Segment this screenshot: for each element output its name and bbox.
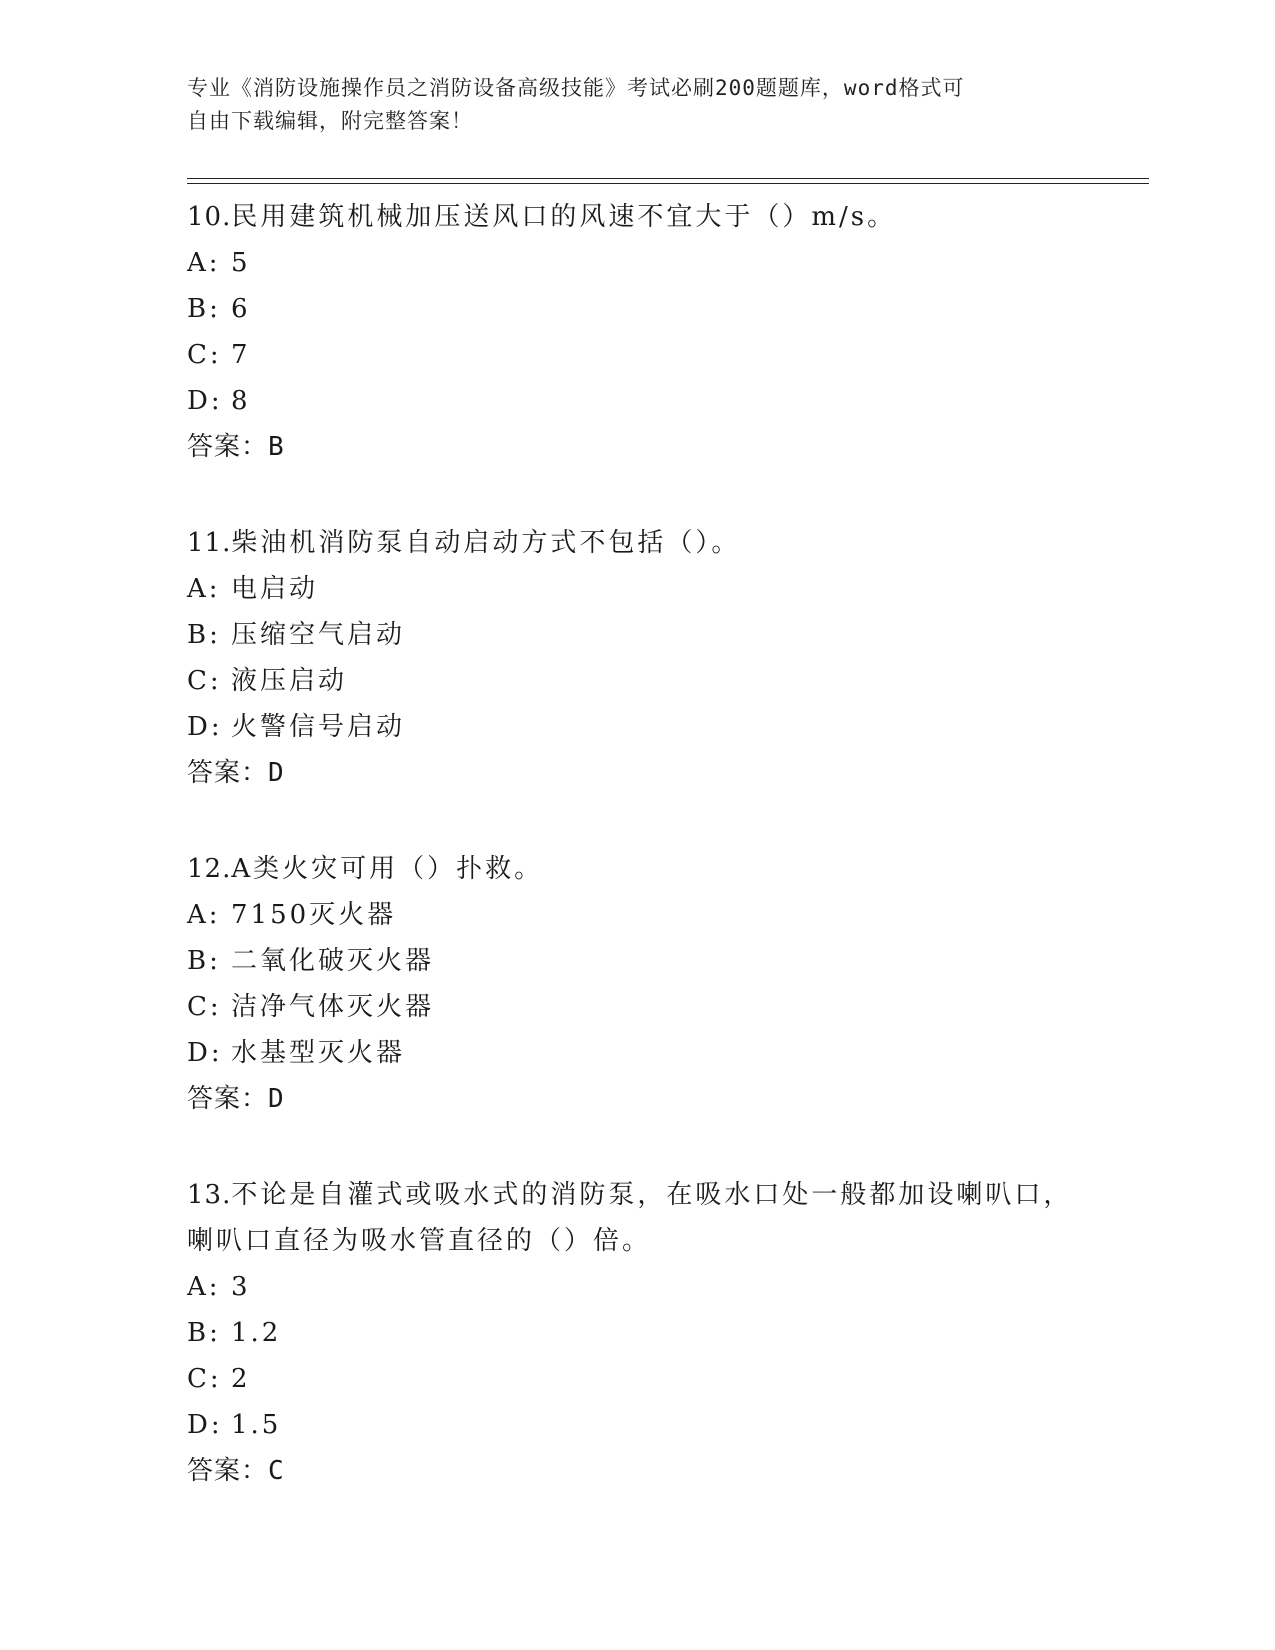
option-text: 5 (231, 248, 251, 278)
option-key: A: (187, 574, 221, 604)
option-text: 1.5 (231, 1410, 282, 1440)
option-key: B: (187, 620, 221, 650)
option-b (187, 1310, 1149, 1356)
question-text (187, 190, 1149, 240)
option-a (187, 892, 1149, 938)
header-divider-top (187, 178, 1149, 179)
answer (187, 424, 1149, 470)
option-key: A: (187, 1272, 221, 1302)
option-c (187, 658, 1149, 704)
option-key: B: (187, 294, 221, 324)
option-key: A: (187, 900, 221, 930)
option-key: B: (187, 946, 221, 976)
answer-label: 答案： (187, 432, 269, 462)
option-key: D: (187, 1410, 223, 1440)
option-c (187, 332, 1149, 378)
question-number: 10. (187, 202, 232, 232)
answer-value: B (268, 432, 285, 462)
answer-value: C (268, 1456, 285, 1486)
question-text (187, 1168, 1149, 1218)
question-stem: 不论是自灌式或吸水式的消防泵，在吸水口处一般都加设喇叭口， (231, 1180, 1073, 1210)
question-11 (187, 516, 1149, 796)
option-key: A: (187, 248, 221, 278)
option-text: 6 (231, 294, 251, 324)
question-number: 11. (187, 528, 232, 558)
option-key: B: (187, 1318, 221, 1348)
option-key: C: (187, 666, 222, 696)
question-text (187, 516, 1149, 566)
question-text-continued: 喇叭口直径为吸水管直径的（）倍。 (187, 1226, 652, 1256)
answer-value: D (268, 758, 285, 788)
option-c (187, 984, 1149, 1030)
question-13 (187, 1168, 1149, 1494)
question-stem: 民用建筑机械加压送风口的风速不宜大于（）m/s。 (231, 202, 897, 232)
answer-label: 答案： (187, 758, 269, 788)
option-key: D: (187, 1038, 223, 1068)
option-text: 7150灭火器 (231, 900, 397, 930)
option-key: D: (187, 386, 223, 416)
answer (187, 1448, 1149, 1494)
header-line-2: 自由下载编辑，附完整答案！ (187, 109, 473, 133)
option-text: 2 (231, 1364, 251, 1394)
option-d (187, 1030, 1149, 1076)
option-key: D: (187, 712, 223, 742)
answer-value: D (268, 1084, 285, 1114)
question-stem: A类火灾可用（）扑救。 (231, 854, 544, 884)
option-a (187, 1264, 1149, 1310)
question-list (187, 190, 1149, 1540)
option-text: 二氧化破灭火器 (231, 946, 435, 976)
option-text: 1.2 (231, 1318, 282, 1348)
header-line-1: 专业《消防设施操作员之消防设备高级技能》考试必刷200题题库，word格式可 (187, 76, 965, 100)
option-a (187, 240, 1149, 286)
option-b (187, 286, 1149, 332)
document-header (187, 72, 1067, 138)
question-10 (187, 190, 1149, 470)
option-text: 7 (231, 340, 251, 370)
answer-label: 答案： (187, 1084, 269, 1114)
option-b (187, 938, 1149, 984)
option-b (187, 612, 1149, 658)
option-d (187, 704, 1149, 750)
question-12 (187, 842, 1149, 1122)
option-a (187, 566, 1149, 612)
option-d (187, 378, 1149, 424)
option-d (187, 1402, 1149, 1448)
header-divider-bottom (187, 183, 1149, 184)
question-number: 13. (187, 1180, 232, 1210)
option-text: 8 (231, 386, 251, 416)
option-text: 洁净气体灭火器 (231, 992, 435, 1022)
option-text: 电启动 (231, 574, 319, 604)
answer (187, 1076, 1149, 1122)
option-text: 压缩空气启动 (231, 620, 406, 650)
option-text: 火警信号启动 (231, 712, 406, 742)
option-text: 水基型灭火器 (231, 1038, 406, 1068)
answer-label: 答案： (187, 1456, 269, 1486)
option-text: 3 (231, 1272, 251, 1302)
option-key: C: (187, 1364, 222, 1394)
question-stem: 柴油机消防泵自动启动方式不包括（）。 (231, 528, 741, 558)
option-key: C: (187, 992, 222, 1022)
option-c (187, 1356, 1149, 1402)
option-key: C: (187, 340, 222, 370)
answer (187, 750, 1149, 796)
option-text: 液压启动 (231, 666, 348, 696)
question-text (187, 842, 1149, 892)
question-number: 12. (187, 854, 232, 884)
